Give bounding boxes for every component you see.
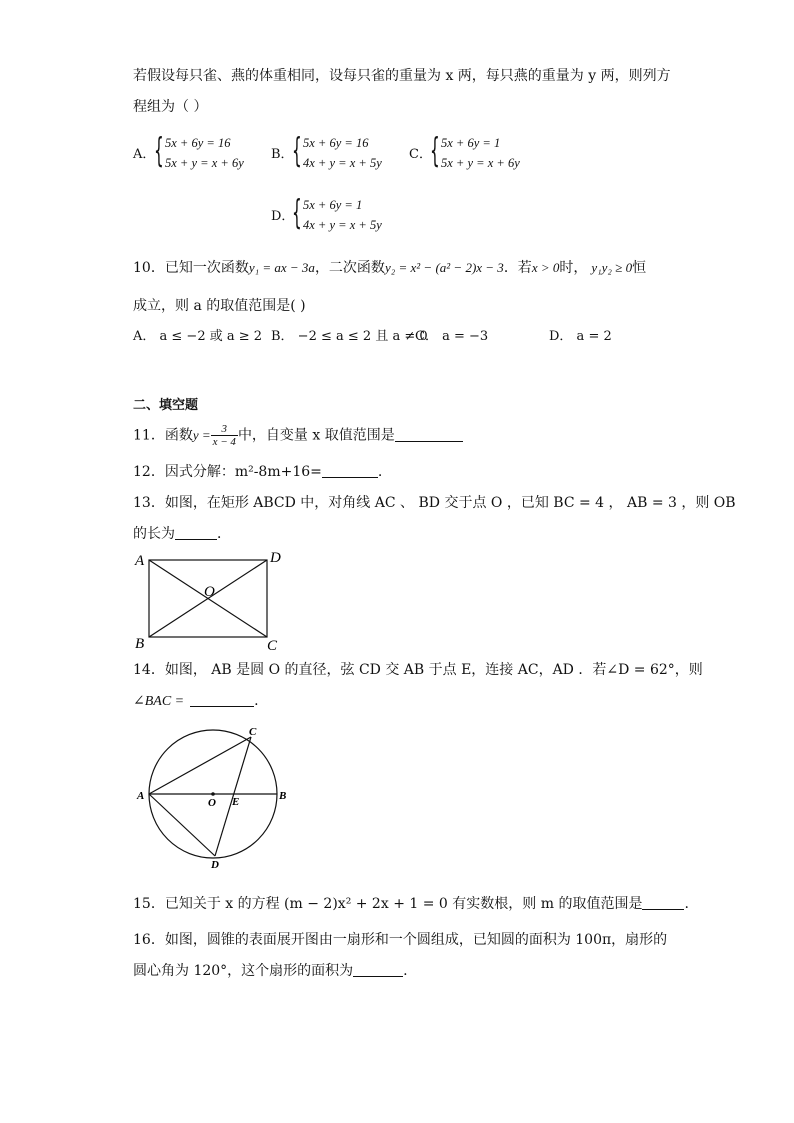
q11-suffix: 中，自变量 x 取值范围是	[237, 427, 395, 444]
answer-blank[interactable]	[353, 961, 403, 977]
label-e: E	[232, 796, 240, 808]
center-point	[211, 792, 215, 796]
rectangle-figure	[130, 548, 290, 652]
equation-1: 5x + 6y = 16	[303, 136, 369, 150]
q14-line1: 14．如图， AB 是圆 O 的直径，弦 CD 交 AB 于点 E，连接 AC，AD ．若∠D = 62°，则	[133, 662, 703, 678]
label-c: C	[249, 726, 257, 738]
q15	[133, 894, 689, 914]
answer-blank[interactable]	[190, 691, 254, 707]
q12	[133, 462, 382, 482]
equation-1: 5x + 6y = 1	[303, 198, 363, 212]
brace-icon: {	[430, 131, 440, 171]
answer-blank[interactable]	[642, 894, 684, 910]
q11-lhs: y =	[192, 427, 211, 443]
q10-option-c[interactable]: C． a = −3	[415, 329, 489, 344]
q14-angle: ∠BAC =	[133, 694, 185, 709]
brace-icon: {	[154, 131, 164, 171]
label-a: A	[137, 790, 145, 802]
inequality: y₁y₂ ≥ 0	[591, 260, 633, 275]
linear-function: y₁ = ax − 3a	[248, 260, 315, 275]
q10-line2: 成立，则 a 的取值范围是( )	[133, 298, 306, 314]
q10-line1	[133, 258, 646, 278]
label-a: A	[135, 553, 145, 569]
q10-text-c: ．若	[503, 260, 532, 276]
q16-line2	[133, 961, 408, 981]
q9-line2: 程组为（ ）	[133, 99, 208, 115]
option-label: A．	[133, 147, 156, 162]
q13-text: 的长为	[133, 526, 175, 542]
answer-blank[interactable]	[175, 524, 217, 540]
q10-text-d: 时，	[559, 260, 588, 276]
q16-line1: 16．如图，圆锥的表面展开图由一扇形和一个圆组成，已知圆的面积为 100π，扇形的	[133, 932, 668, 948]
q9-line1: 若假设每只雀、燕的体重相同，设每只雀的重量为 x 两，每只燕的重量为 y 两，则列方	[133, 68, 671, 84]
option-label: C．	[409, 147, 432, 162]
q13-line1: 13．如图，在矩形 ABCD 中，对角线 AC 、 BD 交于点 O ，已知 BC = 4 ， AB = 3 ，则 OB	[133, 495, 736, 511]
brace-icon: {	[292, 131, 302, 171]
brace-icon: {	[292, 193, 302, 233]
section-heading: 二、填空题	[133, 398, 199, 413]
option-label: B．	[271, 147, 294, 162]
q12-text: 12．因式分解：m²-8m+16=	[133, 464, 322, 480]
q10-option-b[interactable]: B． −2 ≤ a ≤ 2 且 a ≠ 0	[271, 329, 428, 344]
equation-2: 5x + y = x + 6y	[441, 156, 520, 170]
label-b: B	[279, 790, 287, 802]
q10-text-a: 10．已知一次函数	[133, 260, 249, 276]
q16-text: 圆心角为 120°，这个扇形的面积为	[133, 963, 354, 979]
q11	[133, 423, 463, 448]
q11-prefix: 11．函数	[133, 427, 193, 444]
label-c: C	[267, 638, 278, 652]
equation-2: 4x + y = x + 5y	[303, 156, 382, 170]
quadratic-function: y₂ = x² − (a² − 2)x − 3	[384, 260, 504, 275]
q15-text: 15．已知关于 x 的方程 (m − 2)x² + 2x + 1 = 0 有实数根，则 m 的取值范围是	[133, 896, 643, 912]
segment-ac	[149, 737, 251, 794]
label-b: B	[135, 636, 145, 652]
equation-2: 5x + y = x + 6y	[165, 156, 244, 170]
equation-1: 5x + 6y = 16	[165, 136, 231, 150]
label-o: O	[208, 797, 216, 809]
label-d: D	[211, 859, 219, 871]
option-label: D．	[271, 209, 295, 224]
q14-line2	[133, 691, 259, 712]
fraction	[211, 423, 238, 448]
label-o: O	[204, 584, 215, 600]
equation-2: 4x + y = x + 5y	[303, 218, 382, 232]
q13-line2	[133, 524, 231, 544]
q10-text-e: 恒	[632, 260, 647, 276]
numerator: 3	[211, 423, 238, 436]
q10-option-d[interactable]: D． a = 2	[549, 329, 612, 344]
circle-figure	[133, 722, 298, 872]
answer-blank[interactable]	[322, 462, 378, 478]
q15-end: .	[684, 896, 689, 912]
q14-end: .	[254, 693, 259, 709]
q13-end: ．	[217, 526, 231, 542]
segment-ad	[149, 794, 215, 856]
q10-option-a[interactable]: A． a ≤ −2 或 a ≥ 2	[133, 329, 263, 344]
q16-end: .	[403, 963, 408, 979]
q12-end: .	[377, 464, 383, 480]
condition: x > 0	[531, 260, 560, 275]
q10-text-b: ，二次函数	[314, 260, 385, 276]
denominator: x − 4	[212, 436, 236, 448]
answer-blank[interactable]	[395, 426, 463, 442]
equation-1: 5x + 6y = 1	[441, 136, 501, 150]
label-d: D	[270, 550, 281, 566]
